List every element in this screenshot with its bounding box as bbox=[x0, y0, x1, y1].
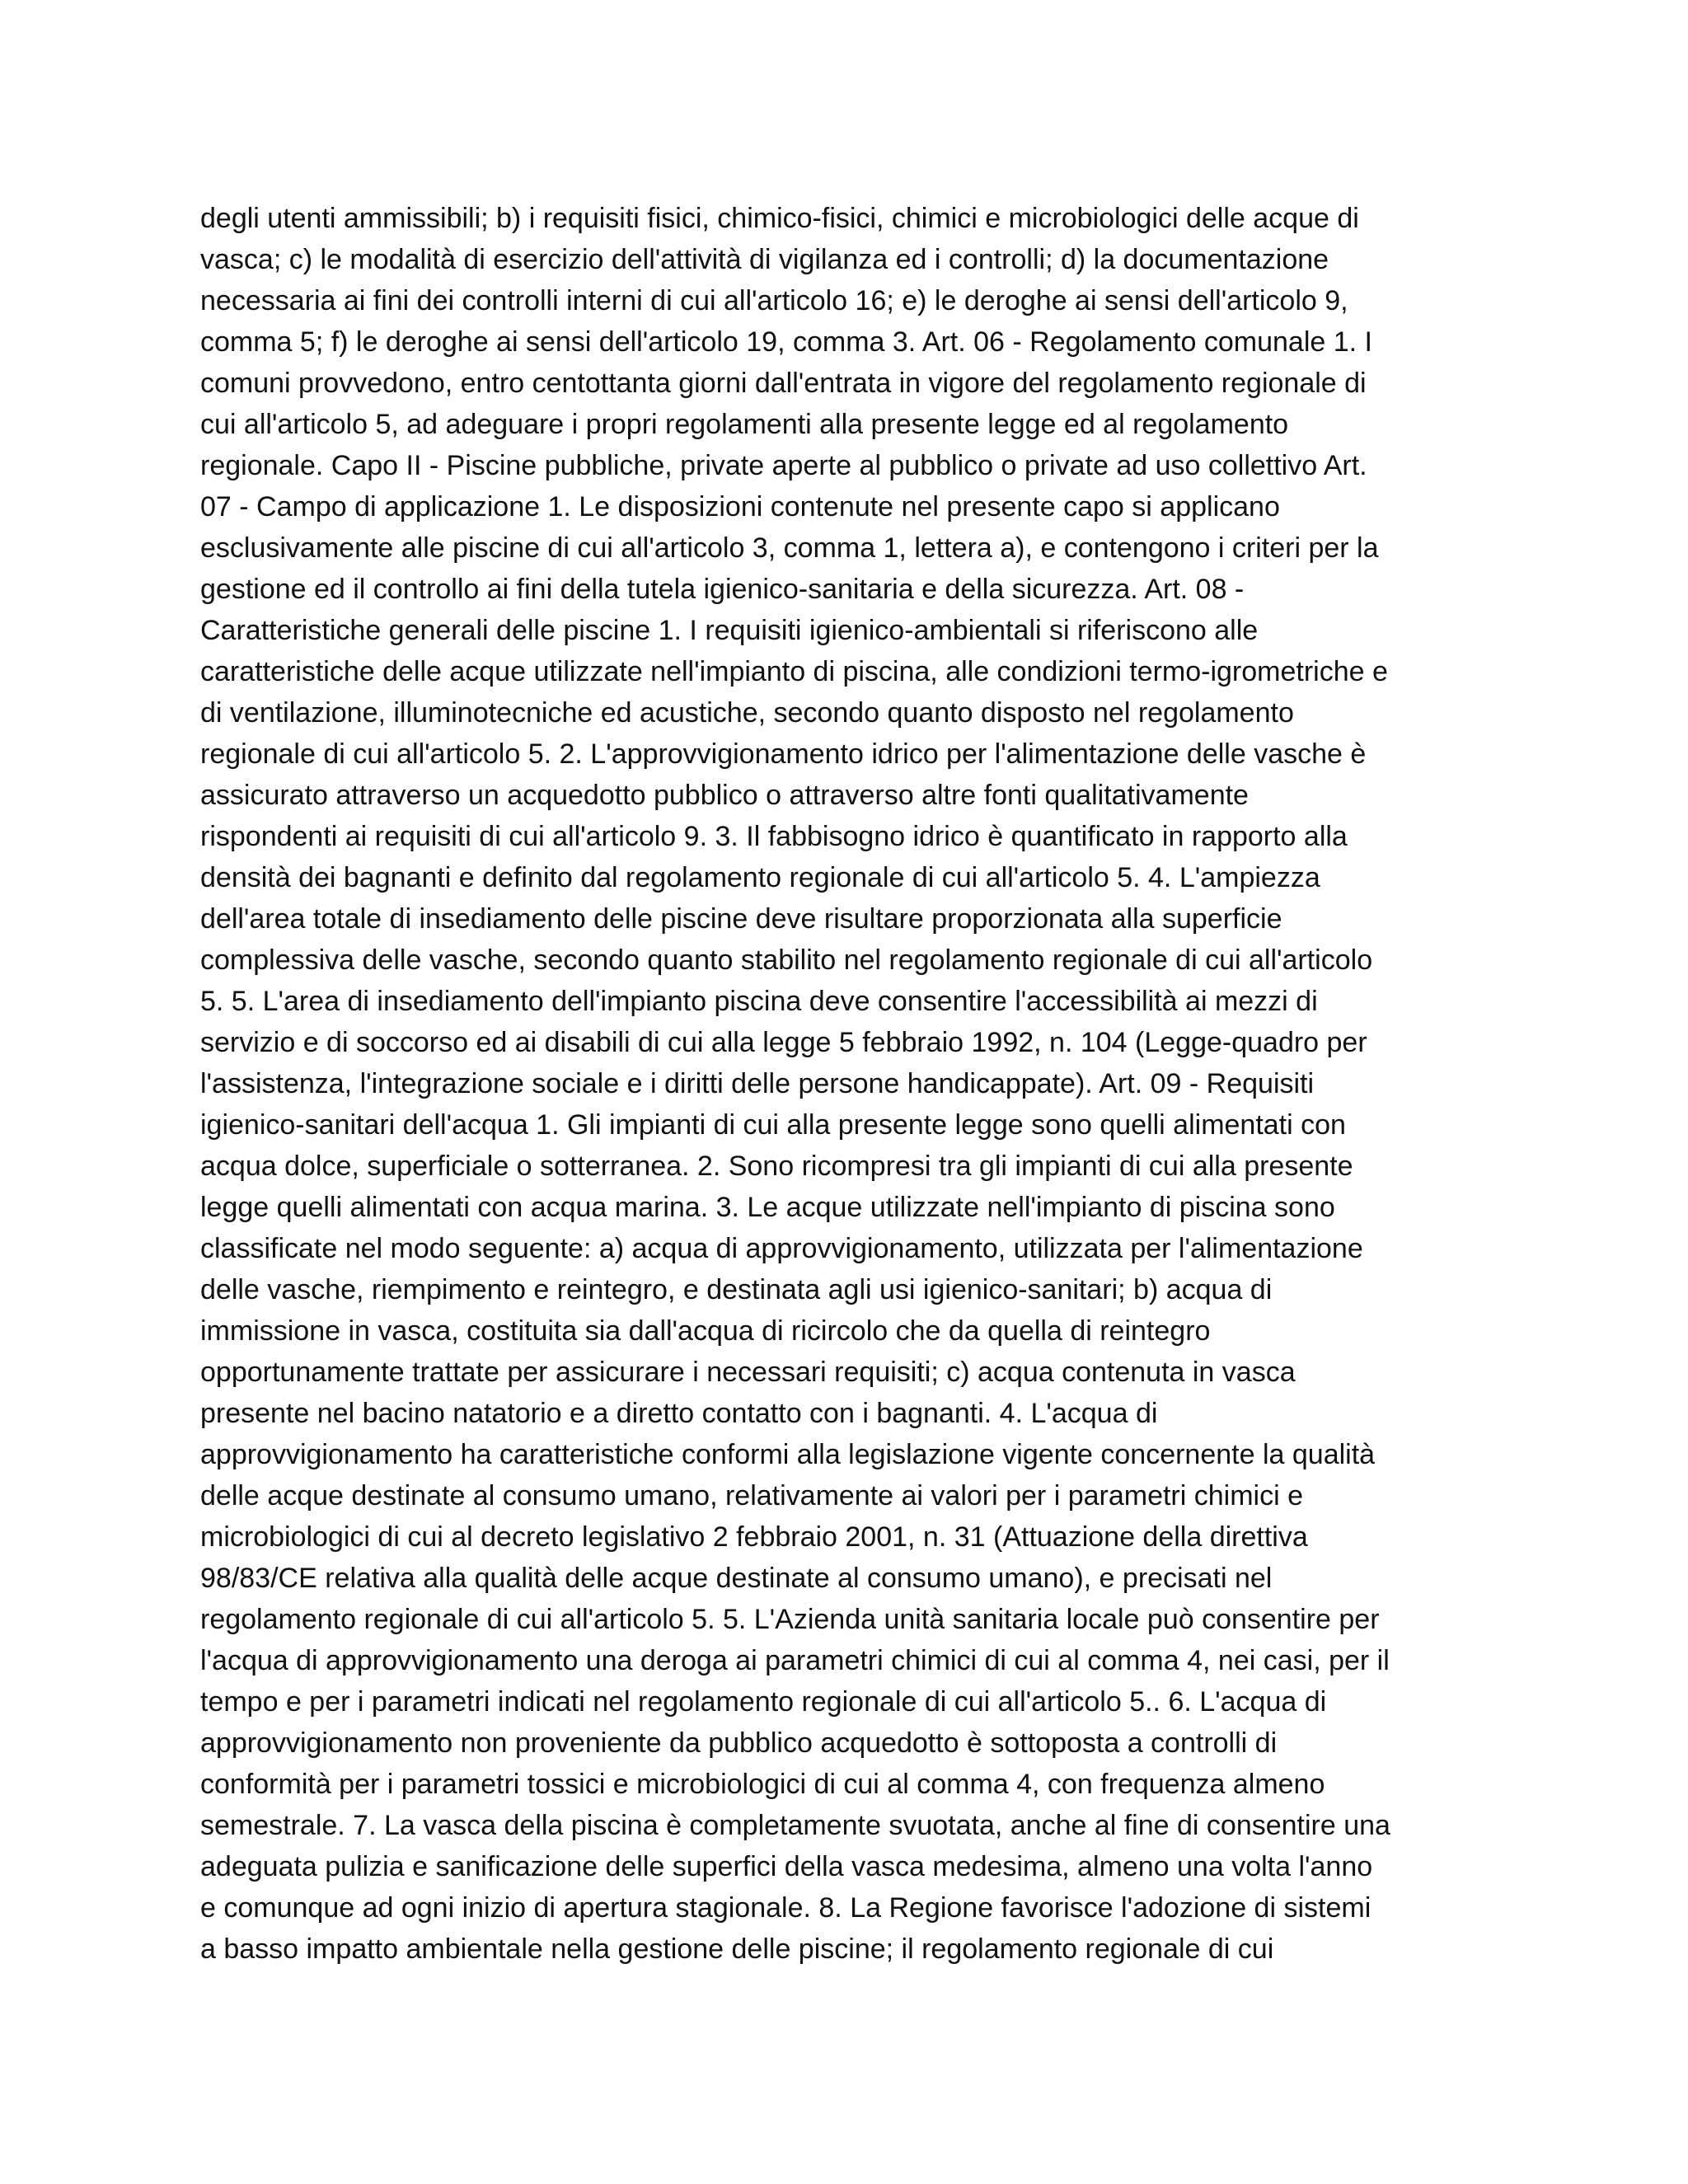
text-line: adeguata pulizia e sanificazione delle superfici della vasca medesima, almeno una volta l'anno bbox=[200, 1851, 1373, 1882]
text-line: comuni provvedono, entro centottanta giorni dall'entrata in vigore del regolamento regionale di bbox=[200, 368, 1367, 399]
text-line: di ventilazione, illuminotecniche ed acustiche, secondo quanto disposto nel regolamento bbox=[200, 697, 1294, 729]
text-line: legge quelli alimentati con acqua marina. 3. Le acque utilizzate nell'impianto di piscina sono bbox=[200, 1192, 1335, 1223]
text-line: regionale di cui all'articolo 5. 2. L'approvvigionamento idrico per l'alimentazione delle vasche è bbox=[200, 738, 1367, 770]
text-line: comma 5; f) le deroghe ai sensi dell'articolo 19, comma 3. Art. 06 - Regolamento comunale 1. I bbox=[200, 326, 1372, 358]
text-line: densità dei bagnanti e definito dal regolamento regionale di cui all'articolo 5. 4. L'ampiezza bbox=[200, 862, 1320, 893]
text-line: Caratteristiche generali delle piscine 1. I requisiti igienico-ambientali si riferiscono alle bbox=[200, 615, 1259, 646]
text-line: complessiva delle vasche, secondo quanto stabilito nel regolamento regionale di cui all'articolo bbox=[200, 944, 1373, 976]
text-line: opportunamente trattate per assicurare i necessari requisiti; c) acqua contenuta in vasca bbox=[200, 1357, 1296, 1388]
text-line: classificate nel modo seguente: a) acqua di approvvigionamento, utilizzata per l'alimentazione bbox=[200, 1233, 1363, 1264]
text-line: approvvigionamento non proveniente da pubblico acquedotto è sottoposta a controlli di bbox=[200, 1727, 1278, 1759]
text-line: servizio e di soccorso ed ai disabili di cui alla legge 5 febbraio 1992, n. 104 (Legge-quadro per bbox=[200, 1027, 1367, 1058]
text-line: l'assistenza, l'integrazione sociale e i diritti delle persone handicappate). Art. 09 - Requisiti bbox=[200, 1068, 1315, 1099]
text-line: presente nel bacino natatorio e a diretto contatto con i bagnanti. 4. L'acqua di bbox=[200, 1398, 1158, 1429]
text-line: 07 - Campo di applicazione 1. Le disposizioni contenute nel presente capo si applicano bbox=[200, 491, 1280, 523]
text-line: 98/83/CE relativa alla qualità delle acque destinate al consumo umano), e precisati nel bbox=[200, 1563, 1273, 1594]
text-line: approvvigionamento ha caratteristiche conformi alla legislazione vigente concernente la qualità bbox=[200, 1439, 1376, 1470]
text-line: regolamento regionale di cui all'articolo 5. 5. L'Azienda unità sanitaria locale può consentire per bbox=[200, 1604, 1380, 1635]
text-line: l'acqua di approvvigionamento una deroga ai parametri chimici di cui al comma 4, nei casi, per il bbox=[200, 1645, 1390, 1676]
text-line: immissione in vasca, costituita sia dall'acqua di ricircolo che da quella di reintegro bbox=[200, 1315, 1211, 1347]
text-line: degli utenti ammissibili; b) i requisiti fisici, chimico-fisici, chimici e microbiologici delle acque di bbox=[200, 203, 1359, 234]
text-line: semestrale. 7. La vasca della piscina è completamente svuotata, anche al fine di consentire una bbox=[200, 1810, 1390, 1841]
text-line: cui all'articolo 5, ad adeguare i propri regolamenti alla presente legge ed al regolamento bbox=[200, 409, 1289, 440]
text-line: acqua dolce, superficiale o sotterranea. 2. Sono ricompresi tra gli impianti di cui alla presente bbox=[200, 1151, 1353, 1182]
text-line: gestione ed il controllo ai fini della tutela igienico-sanitaria e della sicurezza. Art. 08 - bbox=[200, 574, 1245, 605]
text-line: a basso impatto ambientale nella gestione delle piscine; il regolamento regionale di cui bbox=[200, 1933, 1274, 1965]
text-line: conformità per i parametri tossici e microbiologici di cui al comma 4, con frequenza almeno bbox=[200, 1769, 1325, 1800]
text-line: dell'area totale di insediamento delle piscine deve risultare proporzionata alla superficie bbox=[200, 903, 1282, 935]
text-line: vasca; c) le modalità di esercizio dell'attività di vigilanza ed i controlli; d) la documentazione bbox=[200, 244, 1329, 275]
text-line: necessaria ai fini dei controlli interni di cui all'articolo 16; e) le deroghe ai sensi dell'articolo 9, bbox=[200, 285, 1348, 316]
text-line: delle vasche, riempimento e reintegro, e destinata agli usi igienico-sanitari; b) acqua di bbox=[200, 1274, 1273, 1305]
text-line: rispondenti ai requisiti di cui all'articolo 9. 3. Il fabbisogno idrico è quantificato in rapporto alla bbox=[200, 821, 1348, 852]
text-line: igienico-sanitari dell'acqua 1. Gli impianti di cui alla presente legge sono quelli alimentati con bbox=[200, 1109, 1346, 1141]
text-line: 5. 5. L'area di insediamento dell'impianto piscina deve consentire l'accessibilità ai mezzi di bbox=[200, 986, 1318, 1017]
text-line: microbiologici di cui al decreto legislativo 2 febbraio 2001, n. 31 (Attuazione della direttiva bbox=[200, 1521, 1308, 1553]
text-line: caratteristiche delle acque utilizzate nell'impianto di piscina, alle condizioni termo-igrometriche e bbox=[200, 656, 1388, 687]
body-text bbox=[200, 198, 1519, 1970]
text-line: e comunque ad ogni inizio di apertura stagionale. 8. La Regione favorisce l'adozione di sistemi bbox=[200, 1892, 1372, 1924]
text-line: assicurato attraverso un acquedotto pubblico o attraverso altre fonti qualitativamente bbox=[200, 780, 1249, 811]
text-line: regionale. Capo II - Piscine pubbliche, private aperte al pubblico o private ad uso collettivo Art. bbox=[200, 450, 1367, 481]
text-line: delle acque destinate al consumo umano, relativamente ai valori per i parametri chimici e bbox=[200, 1480, 1304, 1511]
text-line: esclusivamente alle piscine di cui all'articolo 3, comma 1, lettera a), e contengono i criteri per la bbox=[200, 532, 1379, 564]
text-line: tempo e per i parametri indicati nel regolamento regionale di cui all'articolo 5.. 6. L'acqua di bbox=[200, 1686, 1327, 1718]
